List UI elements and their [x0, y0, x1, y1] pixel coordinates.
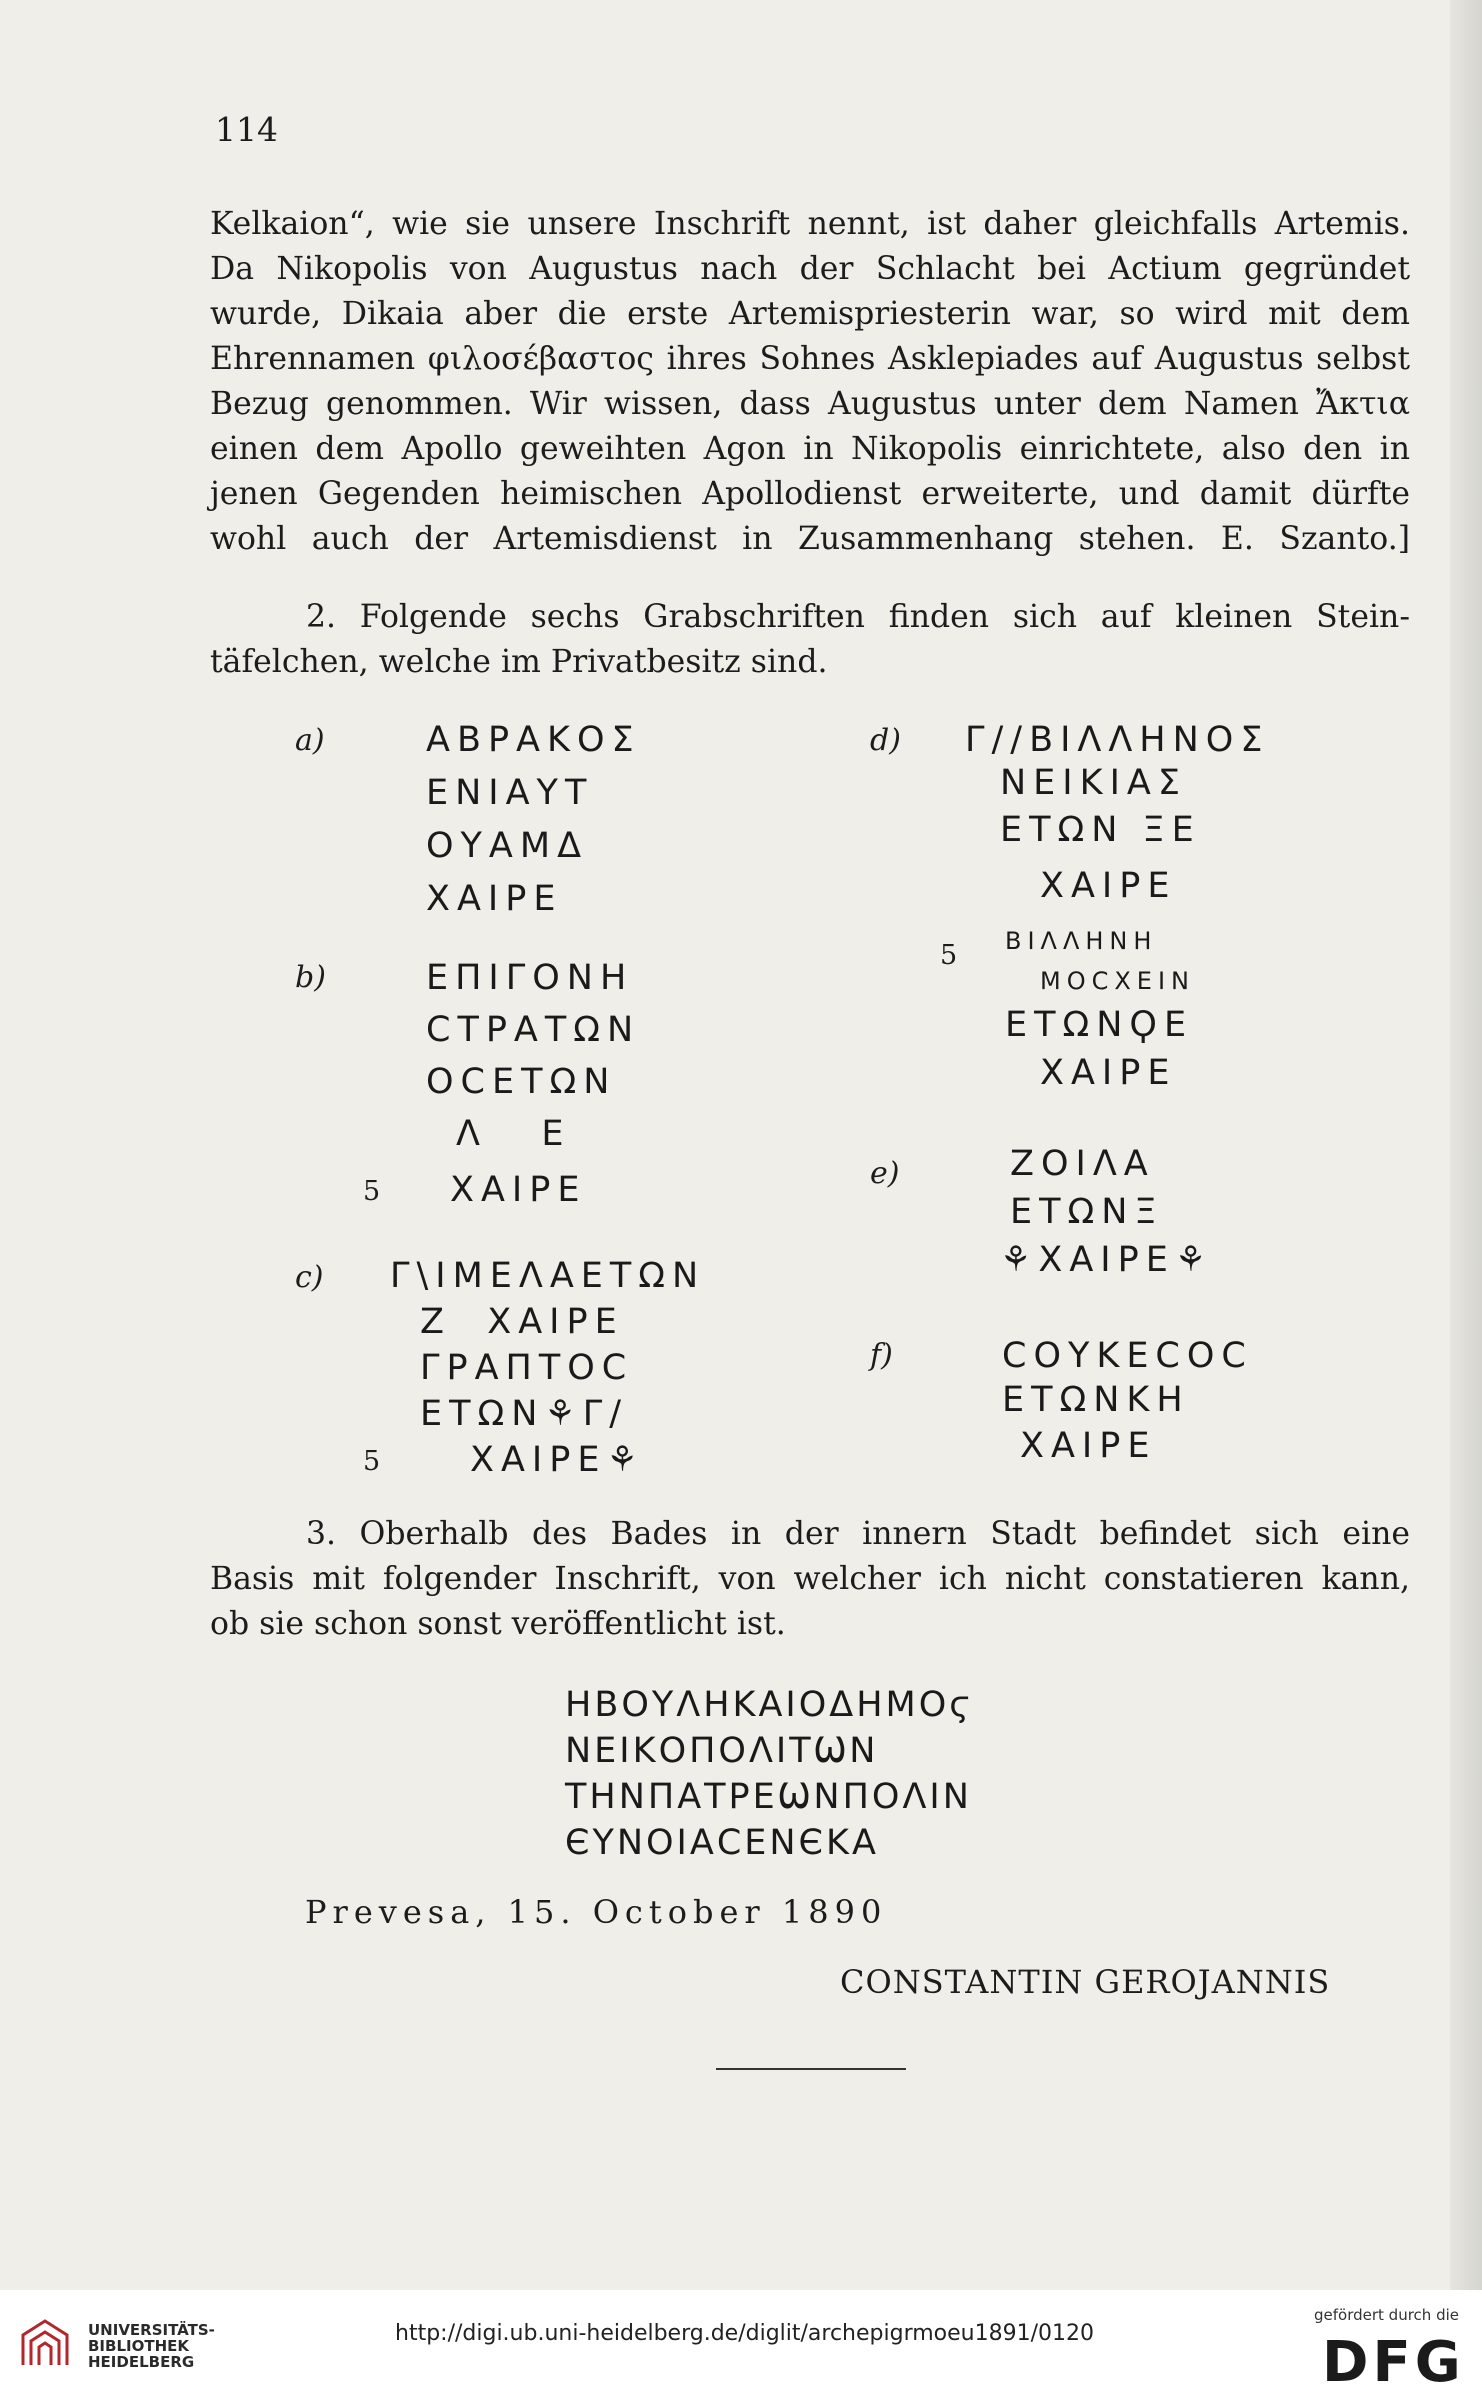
inscription-a-line: ΑΒΡΑΚΟΣ [426, 720, 641, 760]
text-line: wurde, Dikaia aber die erste Artemispriesterin war, so wird mit dem [210, 296, 1410, 332]
inscription-d-label: d) [870, 723, 901, 758]
text-line: 3. Oberhalb des Bades in der innern Stadt befindet sich eine [306, 1516, 1410, 1552]
dfg-logo: DFG [1322, 2330, 1465, 2395]
author-signature: CONSTANTIN GEROJANNIS [840, 1963, 1331, 2001]
paragraph-3 [210, 1512, 1410, 1647]
inscription-f-line: ΕΤΩΝΚΗ [1002, 1380, 1190, 1420]
inscription-d-line-number: 5 [940, 940, 958, 971]
text-line: 2. Folgende sechs Grabschriften finden sich auf kleinen Stein- [306, 599, 1410, 635]
page-edge-shadow [1450, 0, 1482, 2290]
library-name-line: UNIVERSITÄTS- [88, 2321, 215, 2339]
inscription-b-line: Λ Ε [456, 1114, 571, 1154]
inscription-a-label: a) [295, 723, 325, 758]
inscription-c-line: ΕΤΩΝ⚘Γ/ [420, 1394, 629, 1434]
inscription-b-label: b) [295, 960, 326, 995]
text-line: einen dem Apollo geweihten Agon in Nikopolis einrichtete, also den in [210, 431, 1410, 467]
inscription-e-line: ΕΤΩΝΞ [1010, 1192, 1164, 1232]
paragraph-2 [210, 595, 1410, 685]
basis-inscription-line: ΤΗΝΠΑΤΡΕѠΝΠΟΛΙΝ [565, 1777, 972, 1817]
inscription-d-line: Γ//ΒΙΛΛΗΝΟΣ [965, 720, 1270, 760]
funded-by-text: gefördert durch die [1314, 2306, 1459, 2324]
library-name-line: BIBLIOTHEK [88, 2337, 189, 2355]
inscription-f-label: f) [870, 1338, 893, 1373]
inscription-c-line: ΧΑΙΡΕ⚘ [470, 1440, 645, 1480]
text-line: täfelchen, welche im Privatbesitz sind. [210, 644, 828, 680]
closing-place-date: Prevesa, 15. October 1890 [305, 1893, 888, 1931]
library-name-line: HEIDELBERG [88, 2353, 195, 2371]
inscription-d-line: ΧΑΙΡΕ [1040, 1053, 1177, 1093]
inscription-b-line: ΟϹΕΤΩΝ [426, 1062, 617, 1102]
inscription-c-line: Ζ ΧΑΙΡΕ [420, 1302, 624, 1342]
inscription-d-line: ΕΤΩΝϘΕ [1005, 1005, 1194, 1045]
inscription-d-line: ΝΕΙΚΙΑΣ [1000, 763, 1187, 803]
inscription-f-line: ϹΟΥΚΕϹΟϹ [1002, 1336, 1253, 1376]
text-line: Da Nikopolis von Augustus nach der Schlacht bei Actium gegründet [210, 251, 1410, 287]
text-line: Bezug genommen. Wir wissen, dass Augustus unter dem Namen Ἄκτια [210, 386, 1410, 422]
text-line: ob sie schon sonst veröffentlicht ist. [210, 1606, 786, 1642]
inscription-c-line: ΓΡΑΠΤΟϹ [420, 1348, 634, 1388]
permalink-url[interactable]: http://digi.ub.uni-heidelberg.de/diglit/archepigrmoeu1891/0120 [395, 2321, 1094, 2346]
inscription-d-line: ΕΤΩΝ ΞΕ [1000, 810, 1201, 850]
library-logo-icon [15, 2313, 75, 2373]
end-rule [716, 2068, 906, 2070]
basis-inscription-line: ΝΕΙΚΟΠΟΛΙΤѠΝ [565, 1731, 879, 1771]
inscription-e-line: ΖΟΙΛΑ [1010, 1144, 1155, 1184]
inscription-c-line-number: 5 [363, 1446, 381, 1477]
text-line: jenen Gegenden heimischen Apollodienst erweiterte, und damit dürfte [210, 476, 1410, 512]
inscription-b-line: ΕΠΙΓΟΝΗ [426, 958, 634, 998]
text-line: wohl auch der Artemisdienst in Zusammenhang stehen. E. Szanto.] [210, 521, 1410, 557]
page-number: 114 [215, 110, 278, 149]
inscription-b-line: ϹΤΡΑΤΩΝ [426, 1010, 641, 1050]
inscription-e-line: ⚘ΧΑΙΡΕ⚘ [1000, 1240, 1214, 1280]
basis-inscription-line: ΗΒΟΥΛΗΚΑΙΟΔΗΜΟϛ [565, 1685, 973, 1725]
basis-inscription-line: ЄΥΝΟΙΑϹΕΝЄΚΑ [565, 1823, 879, 1863]
inscription-d-line: ΒΙΛΛΗΝΗ [1005, 927, 1158, 955]
inscription-c-line: Γ\ΙΜΕΛΑΕΤΩΝ [390, 1256, 706, 1296]
text-line: Ehrennamen φιλοσέβαστος ihres Sohnes Asklepiades auf Augustus selbst [210, 341, 1410, 377]
inscription-f-line: ΧΑΙΡΕ [1020, 1426, 1157, 1466]
inscription-a-line: ΕΝΙΑΥΤ [426, 773, 594, 813]
library-name [88, 2322, 215, 2370]
text-line: Kelkaion“, wie sie unsere Inschrift nennt, ist daher gleichfalls Artemis. [210, 206, 1410, 242]
paragraph-1 [210, 202, 1410, 562]
inscription-b-line: ΧΑΙΡΕ [450, 1170, 587, 1210]
text-line: Basis mit folgender Inschrift, von welcher ich nicht constatieren kann, [210, 1561, 1410, 1597]
inscription-e-label: e) [870, 1156, 900, 1191]
inscription-c-label: c) [295, 1260, 324, 1295]
inscription-a-line: ΧΑΙΡΕ [426, 879, 563, 919]
inscription-d-line: ΜΟϹΧΕΙΝ [1040, 967, 1195, 995]
inscription-a-line: ΟΥΑΜΔ [426, 826, 589, 866]
inscription-d-line: ΧΑΙΡΕ [1040, 866, 1177, 906]
inscription-b-line-number: 5 [363, 1176, 381, 1207]
